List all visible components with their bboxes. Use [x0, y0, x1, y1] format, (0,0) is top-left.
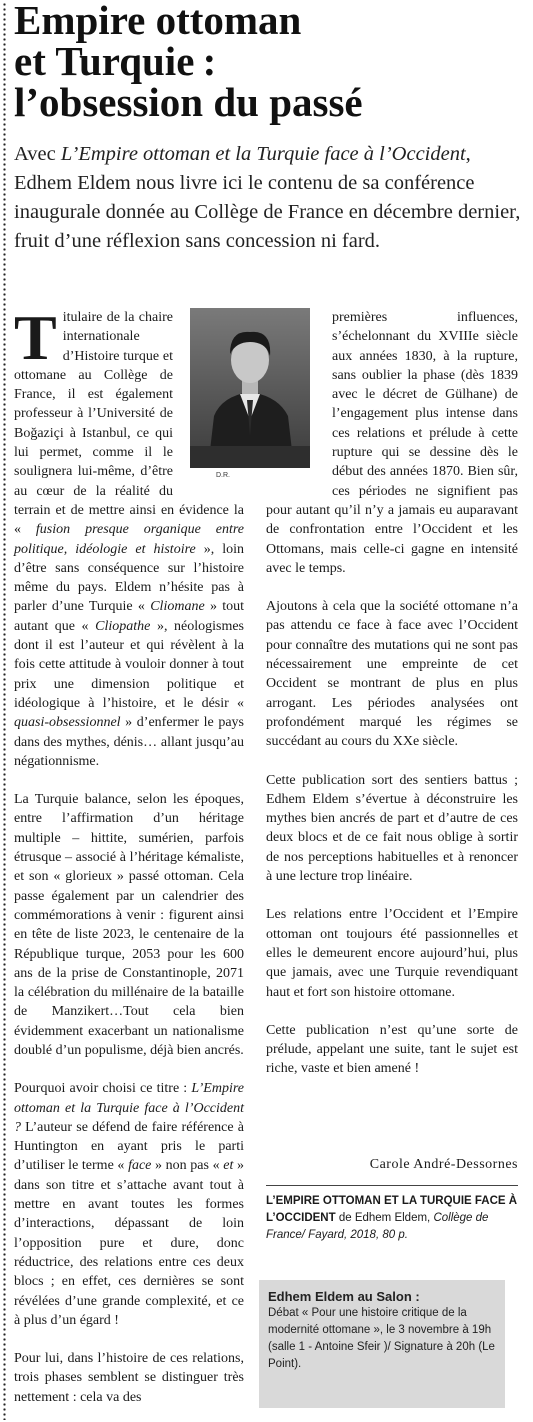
book-reference	[266, 1193, 518, 1244]
text: », loin d’être sans conséquence sur l’histoire même du pays. Eldem n’hésite pas à parler d’une Turquie «	[14, 541, 245, 615]
book-title: L’Empire ottoman et la Turquie face à l’Occident ?	[14, 1081, 244, 1135]
paragraph: Pour lui, dans l’histoire de ces relations, trois phases semblent se distinguer très nettement : cela va des	[14, 1351, 244, 1405]
paragraph: Les relations entre l’Occident et l’Empire ottoman ont toujours été passionnelles et elles le demeurent encore aujourd’hui, plus que jamais, avec une Turquie revendiquant haut et fort son histoire ottomane.	[266, 907, 518, 1000]
text: Pourquoi avoir choisi ce titre :	[14, 1081, 192, 1097]
text: » dans son titre et s’attache avant tout à mettre en avant toutes les formes d’interactions, dépassant de loin l’opposition pure et dure, donc réductrice, des relations entre ces deux blocs ; en effet, ces dernières se sont révélées d’une grande complexité, et ce à plus d’un égard !	[14, 1158, 244, 1328]
lede-text: Avec	[14, 143, 61, 165]
salon-heading: Edhem Eldem au Salon :	[268, 1289, 420, 1304]
quote: face	[128, 1158, 152, 1174]
article-lede	[14, 140, 529, 256]
photo-credit: D.R.	[216, 472, 230, 479]
paragraph: Ajoutons à cela que la société ottomane n’a pas attendu ce face à face avec l’Occident pour connaître des mutations qui ne sont pas nécessairement une empreinte de cet Occident se montrant de plus en plus arrogant. Les périodes analysées ont profondément marqué les régimes se succédant au cours du XXe siècle.	[266, 599, 518, 750]
quote: et	[223, 1158, 234, 1174]
drop-cap: T	[14, 302, 57, 373]
dotted-border	[3, 2, 6, 1420]
paragraph: La Turquie balance, selon les époques, entre l’affirmation d’un héritage multiple – hittite, sumérien, parfois étrusque – associé à l’héritage kémaliste, et son « glorieux » passé ottoman. Cela passe également par un calendrier des commémorations à venir : figurent ainsi en tête de liste 2023, le centenaire de la République turque, 2053 pour les 600 ans de la prise de Constantinople, 2071 la célébration du millénaire de la bataille de Manzikert…Tout cela bien évidemment exacerbant un nationalisme doublé d’un populisme, déjà bien ancrés.	[14, 792, 244, 1058]
quote: quasi-obsessionnel	[14, 715, 121, 731]
author-signature: Carole André-Dessornes	[369, 1157, 518, 1172]
text: itulaire de la chaire internationale d’Histoire turque et ottomane au Collège de France, il est également professeur à l’Université de Boğaziçi à Istanbul, ce qui lui permet, comme il le soulignera lui-même, d’être au cœur de la réalité du terrain et de mettre ainsi en évidence la «	[14, 310, 244, 538]
right-column	[266, 308, 518, 1098]
salon-text: Débat « Pour une histoire critique de la modernité ottomane », le 3 novembre à 19h (salle 1 - Antoine Sfeir )/ Signature à 20h (Le Point).	[268, 1307, 495, 1370]
divider	[266, 1185, 518, 1186]
text: » d’enfermer le pays dans des mythes, dénis… allant jusqu’au négationnisme.	[14, 715, 244, 769]
book-author: de Edhem Eldem,	[335, 1212, 434, 1224]
article-title	[14, 0, 529, 123]
book-publisher: Collège de France/ Fayard, 2018, 80 p.	[266, 1212, 489, 1241]
photo-spacer-right	[266, 308, 326, 498]
book-title: L’EMPIRE OTTOMAN ET LA TURQUIE FACE À L’OCCIDENT	[266, 1195, 518, 1224]
lede-text-end: , Edhem Eldem nous livre ici le contenu de sa conférence inaugurale donnée au Collège de France en décembre dernier, fruit d’une réflexion sans concession ni fard.	[14, 143, 521, 252]
quote: Cliomane	[150, 599, 205, 615]
salon-box	[259, 1280, 505, 1408]
paragraph: Cette publication sort des sentiers battus ; Edhem Eldem s’évertue à déconstruire les mythes bien ancrés de part et d’autre de ces deux blocs et de ce fait nous oblige à sortir de nos perceptions habituelles et à renoncer à une lecture trop linéaire.	[266, 772, 518, 885]
paragraph: Cette publication n’est qu’une sorte de prélude, appelant une suite, tant le sujet est riche, vaste et bien amené !	[266, 1022, 518, 1077]
text: » tout autant que «	[14, 599, 245, 634]
title-line-1: Empire ottoman	[14, 0, 302, 43]
text: L’auteur se défend de faire référence à Huntington en ayant pris le parti d’utiliser le terme «	[14, 1119, 244, 1174]
photo-spacer-left	[179, 308, 244, 498]
quote: Cliopathe	[95, 618, 151, 634]
paragraph: premières influences, s’échelonnant du XVIIIe siècle aux années 1830, à la rupture, sans oublier la phase (dès 1839 avec le décret de Gülhane) de l’engagement plus intense dans ces relations et prélude à cette rupture qui se dessine dès le début des années 1870. Bien sûr, ces périodes ne signifient pas pour autant qu’il n’y a jamais eu auparavant de confrontation entre l’Occident et les Ottomans, mais celle-ci gagne en intensité avec le temps.	[266, 310, 518, 576]
title-line-3: l’obsession du passé	[14, 79, 363, 125]
quote: fusion presque organique entre politique, idéologie et histoire	[14, 522, 244, 557]
paragraph	[14, 1079, 244, 1330]
left-column	[14, 302, 245, 1407]
text: », néologismes dont il est l’auteur et qui révèlent à la fois cette attitude à vouloir donner à tout prix une dimension politique et idéologique à l’histoire, et le désir «	[14, 618, 245, 711]
title-line-2: et Turquie :	[14, 38, 217, 84]
lede-book-title: L’Empire ottoman et la Turquie face à l’Occident	[60, 143, 466, 165]
text: » non pas «	[151, 1158, 224, 1174]
